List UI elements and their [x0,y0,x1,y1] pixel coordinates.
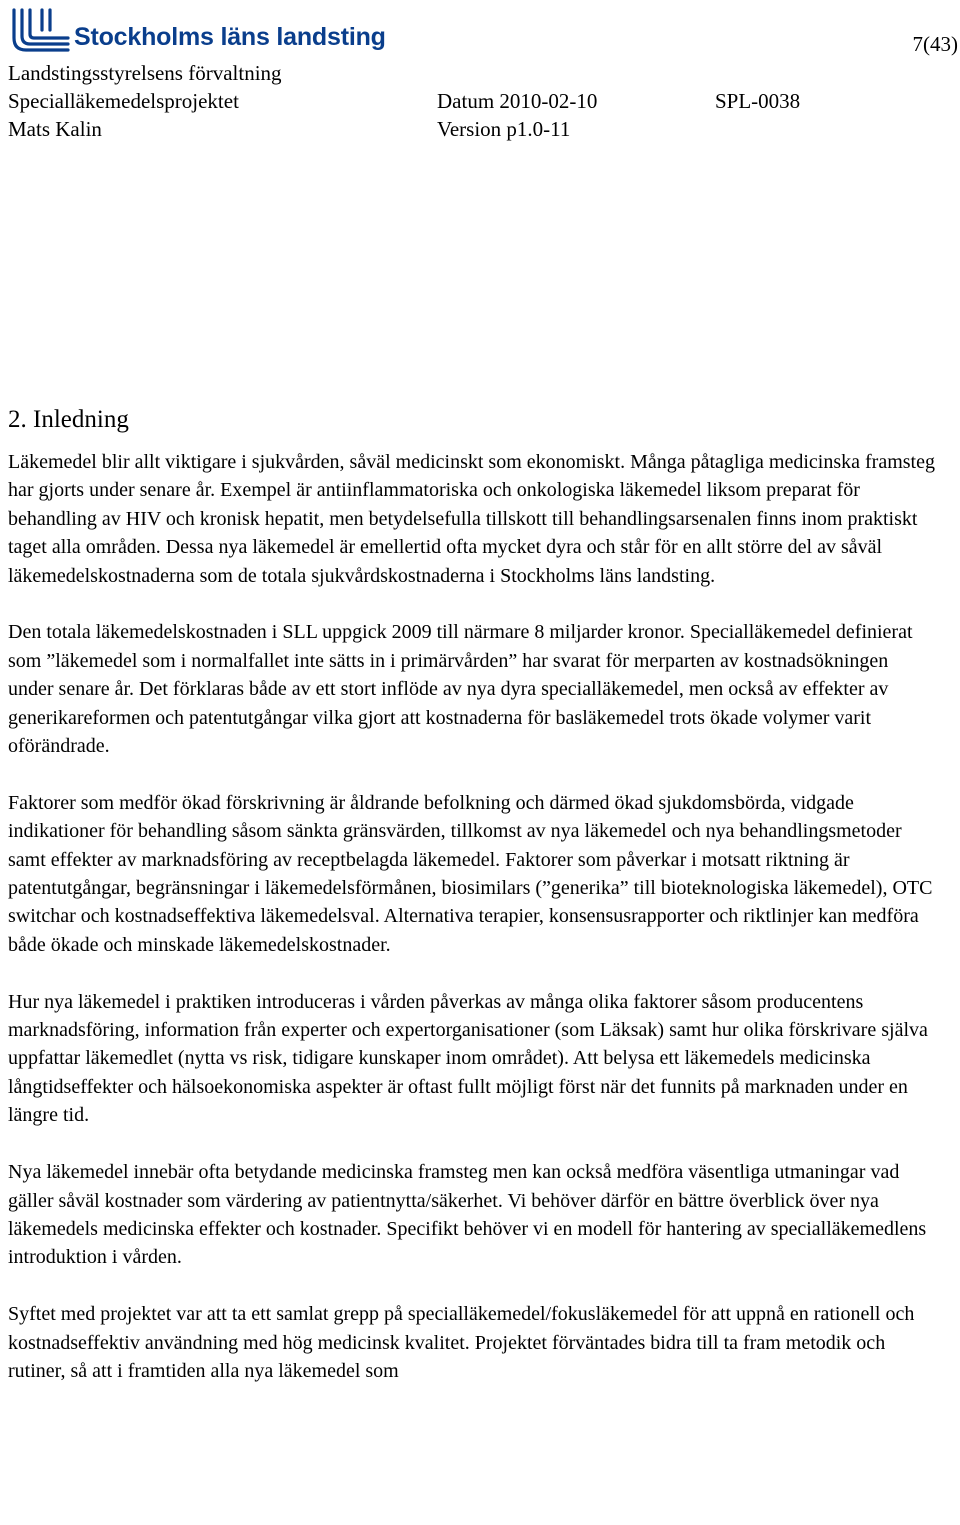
sll-logo-mark-icon [8,4,72,56]
organization-logo [8,4,386,56]
paragraph: Läkemedel blir allt viktigare i sjukvården, såväl medicinskt som ekonomiskt. Många påtagliga medicinska framsteg har gjorts under senare år. Exempel är antiinflammatoriska och onkologiska läkemedel liksom preparat för behandling av HIV och kronisk hepatit, men betydelsefulla tillskott till behandlingsarsenalen finns inom praktiskt taget alla områden. Dessa nya läkemedel är emellertid ofta mycket dyra och står för en allt större del av såväl läkemedelskostnaderna som de totala sjukvårdskostnaderna i Stockholms läns landsting. [8,451,935,587]
paragraph: Den totala läkemedelskostnaden i SLL uppgick 2009 till närmare 8 miljarder kronor. Specialläkemedel definierat som ”läkemedel som i normalfallet inte sätts in i primärvården” har svarat för merparten av kostnadsökningen under senare år. Det förklaras både av ett stort inflöde av nya dyra specialläkemedel, men också av effekter av generikareformen och patentutgångar vilka gjort att kostnaderna för basläkemedel trots ökade volymer varit oförändrade. [8,621,913,758]
paragraph: Hur nya läkemedel i praktiken introduceras i vården påverkas av många olika faktorer såsom producentens marknadsföring, information från experter och expertorganisationer (som Läksak) samt hur olika förskrivare själva uppfattar läkemedlet (nytta vs risk, tidigare kunskaper inom området). Att belysa ett läkemedels medicinska långtidseffekter och hälsoekonomiska aspekter är oftast fullt möjligt först när det funnits på marknaden under en längre tid. [8,990,928,1127]
organization-name: Stockholms läns landsting [74,22,386,51]
section-heading: 2. Inledning [8,406,129,433]
project-name: Specialläkemedelsprojektet [8,89,239,113]
paragraph: Nya läkemedel innebär ofta betydande medicinska framsteg men kan också medföra väsentliga utmaningar vad gäller såväl kostnader som värdering av patientnytta/säkerhet. Vi behöver därför en bättre överblick över nya läkemedels medicinska effekter och kostnader. Specifikt behöver vi en modell för hantering av specialläkemedlens introduktion i vården. [8,1161,927,1269]
document-id: SPL-0038 [715,89,801,113]
paragraph: Faktorer som medför ökad förskrivning är åldrande befolkning och därmed ökad sjukdomsbörda, vidgade indikationer för behandling såsom sänkta gränsvärden, tillkomst av nya läkemedel och nya behandlingsmetoder samt effekter av marknadsföring av receptbelagda läkemedel. Faktorer som påverkar i motsatt riktning är patentutgångar, begränsningar i läkemedelsförmånen, biosimilars (”generika” till bioteknologiska läkemedel), OTC switchar och kostnadseffektiva läkemedelsval. Alternativa terapier, konsensusrapporter och riktlinjer kan medföra både ökade och minskade läkemedelskostnader. [8,791,933,956]
document-date: Datum 2010-02-10 [437,89,598,113]
author-name: Mats Kalin [8,117,102,141]
page-number: 7(43) [912,32,958,56]
department-name: Landstingsstyrelsens förvaltning [8,61,282,85]
paragraph: Syftet med projektet var att ta ett samlat grepp på specialläkemedel/fokusläkemedel för att uppnå en rationell och kostnadseffektiv användning med hög medicinsk kvalitet. Projektet förväntades bidra till ta fram metodik och rutiner, så att i framtiden alla nya läkemedel som [8,1303,915,1382]
body-text [8,448,938,1414]
document-version: Version p1.0-11 [437,117,571,141]
